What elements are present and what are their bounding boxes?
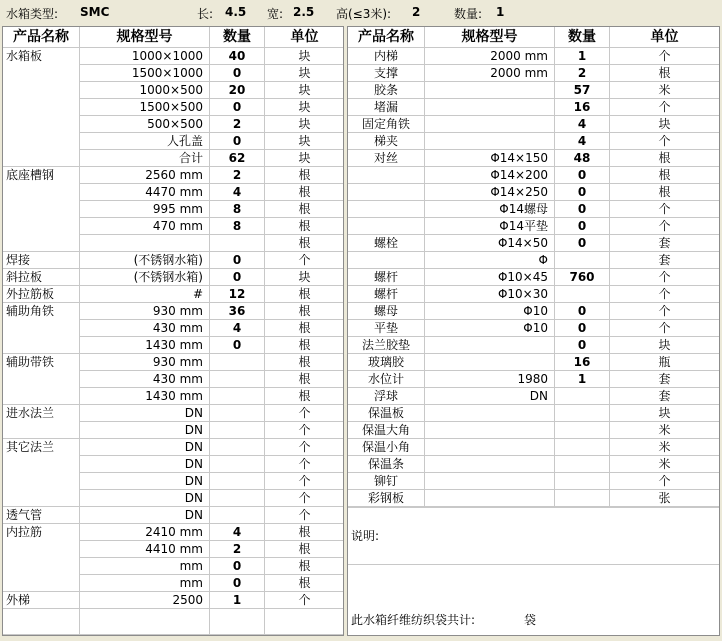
quantity-cell [555,490,610,507]
quantity-cell [210,422,265,439]
column-header: 产品名称 [348,27,425,48]
spec-cell: 2560 mm [80,167,210,184]
product-name-cell: 螺栓 [348,235,425,252]
unit-cell: 个 [265,473,344,490]
table-filler [555,507,610,508]
unit-cell: 块 [265,65,344,82]
quantity-cell: 36 [210,303,265,320]
column-header: 产品名称 [3,27,80,48]
unit-cell: 根 [265,575,344,592]
quantity-cell: 2 [210,541,265,558]
spec-cell: Φ14×50 [425,235,555,252]
unit-cell: 个 [610,286,720,303]
spec-cell: 930 mm [80,303,210,320]
product-name-cell: 其它法兰 [3,439,80,507]
product-name-cell [348,201,425,218]
spec-cell: 2000 mm [425,65,555,82]
quantity-cell: 0 [210,133,265,150]
spec-cell: DN [425,388,555,405]
quantity-cell: 0 [555,201,610,218]
quantity-cell: 0 [210,337,265,354]
unit-cell: 个 [265,507,344,524]
length-label: 长: [197,7,214,21]
spec-cell: 人孔盖 [80,133,210,150]
product-name-cell: 螺母 [348,303,425,320]
unit-cell: 块 [265,99,344,116]
unit-cell: 根 [265,541,344,558]
spec-cell [425,133,555,150]
spec-cell: (不锈钢水箱) [80,252,210,269]
unit-cell: 个 [265,439,344,456]
table-filler [348,507,425,508]
tank-type-label: 水箱类型: [6,7,59,21]
quantity-cell: 16 [555,354,610,371]
product-name-cell: 内梯 [348,48,425,65]
quantity-cell [210,371,265,388]
unit-cell: 根 [610,65,720,82]
unit-cell: 根 [265,337,344,354]
spec-cell [80,235,210,252]
spec-cell: Φ14×250 [425,184,555,201]
quantity-cell [210,507,265,524]
column-header: 数量 [210,27,265,48]
spec-cell: 430 mm [80,320,210,337]
spec-cell: (不锈钢水箱) [80,269,210,286]
spec-cell: 500×500 [80,116,210,133]
quantity-cell: 0 [555,184,610,201]
spec-cell: Φ14平垫 [425,218,555,235]
product-name-cell: 梯夹 [348,133,425,150]
unit-cell: 根 [610,167,720,184]
product-name-cell [348,167,425,184]
quantity-cell [210,354,265,371]
quantity-cell: 0 [555,167,610,184]
quantity-cell: 20 [210,82,265,99]
unit-cell: 根 [265,371,344,388]
remarks-label: 说明: [351,529,380,543]
quantity-cell [555,286,610,303]
product-name-cell: 进水法兰 [3,405,80,439]
spec-cell: 430 mm [80,371,210,388]
unit-cell: 块 [610,405,720,422]
spec-cell [425,99,555,116]
product-name-cell: 法兰胶垫 [348,337,425,354]
unit-cell: 个 [610,218,720,235]
product-name-cell: 辅助角铁 [3,303,80,354]
quantity-cell: 1 [555,48,610,65]
unit-cell: 个 [610,48,720,65]
unit-cell: 个 [610,133,720,150]
right-materials-table [347,26,720,636]
table-filler [210,609,265,635]
unit-cell: 根 [265,354,344,371]
spec-cell: 1430 mm [80,337,210,354]
spec-cell: 930 mm [80,354,210,371]
spec-cell: 4470 mm [80,184,210,201]
quantity-cell: 2 [555,65,610,82]
spec-cell: Φ10×45 [425,269,555,286]
product-name-cell: 外梯 [3,592,80,609]
spec-cell [425,354,555,371]
unit-cell: 块 [265,116,344,133]
unit-cell: 根 [265,303,344,320]
quantity-cell [210,473,265,490]
quantity-cell [555,422,610,439]
product-name-cell: 对丝 [348,150,425,167]
quantity-cell: 0 [210,558,265,575]
length-value: 4.5 [225,5,247,19]
spec-cell: # [80,286,210,303]
quantity-cell: 0 [210,269,265,286]
height-value: 2 [412,5,421,19]
spec-cell: Φ14螺母 [425,201,555,218]
quantity-value: 1 [496,5,505,19]
spec-cell [425,116,555,133]
unit-cell: 套 [610,252,720,269]
width-value: 2.5 [293,5,315,19]
quantity-cell: 0 [555,337,610,354]
notes-divider [348,564,720,565]
unit-cell: 根 [265,235,344,252]
quantity-cell: 0 [210,99,265,116]
quantity-cell [555,473,610,490]
spec-cell: mm [80,558,210,575]
column-header: 规格型号 [425,27,555,48]
product-name-cell: 保温小角 [348,439,425,456]
unit-cell: 米 [610,82,720,99]
unit-cell: 块 [610,337,720,354]
quantity-cell: 0 [210,575,265,592]
unit-cell: 个 [265,490,344,507]
column-header: 数量 [555,27,610,48]
unit-cell: 米 [610,422,720,439]
table-filler [3,609,80,635]
spec-cell: 2500 [80,592,210,609]
spec-cell: Φ10×30 [425,286,555,303]
spec-cell: Φ [425,252,555,269]
product-name-cell: 辅助带铁 [3,354,80,405]
product-name-cell: 螺杆 [348,269,425,286]
quantity-cell: 760 [555,269,610,286]
spec-cell: 1000×500 [80,82,210,99]
unit-cell: 根 [265,558,344,575]
unit-cell: 根 [265,201,344,218]
unit-cell: 根 [265,320,344,337]
quantity-cell: 0 [555,218,610,235]
spec-cell: 1500×500 [80,99,210,116]
unit-cell: 个 [265,592,344,609]
quantity-cell: 2 [210,116,265,133]
unit-cell: 个 [610,320,720,337]
bags-total-label: 此水箱纤维纺织袋共计: [351,613,476,627]
unit-cell: 米 [610,456,720,473]
quantity-cell: 62 [210,150,265,167]
left-materials-table [2,26,344,636]
tank-type-value: SMC [80,5,110,19]
spec-cell: DN [80,490,210,507]
quantity-cell [210,388,265,405]
product-name-cell: 胶条 [348,82,425,99]
quantity-cell: 0 [555,320,610,337]
spec-cell: mm [80,575,210,592]
product-name-cell: 彩钢板 [348,490,425,507]
unit-cell: 个 [610,473,720,490]
quantity-cell: 8 [210,201,265,218]
unit-cell: 个 [265,405,344,422]
product-name-cell: 玻璃胶 [348,354,425,371]
table-filler [610,507,720,508]
spec-cell: DN [80,405,210,422]
quantity-cell [555,456,610,473]
spec-cell: 2410 mm [80,524,210,541]
product-name-cell [348,218,425,235]
product-name-cell: 固定角铁 [348,116,425,133]
product-name-cell [348,184,425,201]
spec-cell: 4410 mm [80,541,210,558]
product-name-cell: 铆钉 [348,473,425,490]
quantity-cell: 0 [210,65,265,82]
unit-cell: 套 [610,371,720,388]
spec-cell: DN [80,422,210,439]
unit-cell: 张 [610,490,720,507]
spec-cell: DN [80,507,210,524]
product-name-cell: 底座槽钢 [3,167,80,252]
unit-cell: 块 [265,269,344,286]
unit-cell: 个 [265,252,344,269]
quantity-cell [210,235,265,252]
unit-cell: 套 [610,235,720,252]
spec-cell: 1500×1000 [80,65,210,82]
quantity-cell [555,439,610,456]
quantity-cell [210,490,265,507]
spec-cell [425,405,555,422]
quantity-cell: 4 [210,320,265,337]
quantity-cell: 4 [210,184,265,201]
product-name-cell: 透气管 [3,507,80,524]
unit-cell: 根 [265,388,344,405]
spec-cell: 1980 [425,371,555,388]
quantity-cell: 40 [210,48,265,65]
spec-cell [425,82,555,99]
quantity-cell: 0 [210,252,265,269]
unit-cell: 个 [610,303,720,320]
spec-cell: DN [80,473,210,490]
unit-cell: 块 [265,133,344,150]
spec-cell: 1000×1000 [80,48,210,65]
unit-cell: 个 [265,456,344,473]
quantity-cell: 57 [555,82,610,99]
spec-cell: 合计 [80,150,210,167]
quantity-cell: 12 [210,286,265,303]
quantity-cell [555,252,610,269]
unit-cell: 个 [610,99,720,116]
spec-cell [425,439,555,456]
quantity-cell: 1 [210,592,265,609]
unit-cell: 根 [610,184,720,201]
spec-cell [425,473,555,490]
product-name-cell: 平垫 [348,320,425,337]
quantity-cell [210,405,265,422]
product-name-cell: 保温条 [348,456,425,473]
quantity-cell: 8 [210,218,265,235]
product-name-cell: 支撑 [348,65,425,82]
unit-cell: 块 [265,150,344,167]
unit-cell: 个 [610,201,720,218]
quantity-cell: 4 [555,133,610,150]
spec-cell: 470 mm [80,218,210,235]
unit-cell: 根 [265,167,344,184]
spec-cell [425,337,555,354]
unit-cell: 瓶 [610,354,720,371]
spec-cell: Φ14×150 [425,150,555,167]
product-name-cell: 保温大角 [348,422,425,439]
spec-cell: Φ10 [425,303,555,320]
quantity-cell: 0 [555,235,610,252]
height-label: 高(≤3米): [336,7,392,21]
product-name-cell: 螺杆 [348,286,425,303]
product-name-cell: 焊接 [3,252,80,269]
column-header: 单位 [265,27,344,48]
unit-cell: 根 [610,150,720,167]
product-name-cell: 保温板 [348,405,425,422]
spec-cell [425,456,555,473]
product-name-cell: 水位计 [348,371,425,388]
unit-cell: 套 [610,388,720,405]
spec-cell: Φ10 [425,320,555,337]
unit-cell: 米 [610,439,720,456]
spec-cell: 2000 mm [425,48,555,65]
unit-cell: 根 [265,286,344,303]
unit-cell: 个 [265,422,344,439]
unit-cell: 根 [265,218,344,235]
product-name-cell: 外拉筋板 [3,286,80,303]
product-name-cell [348,252,425,269]
product-name-cell: 水箱板 [3,48,80,167]
product-name-cell: 内拉筋 [3,524,80,592]
bags-unit: 袋 [524,613,537,627]
unit-cell: 个 [610,269,720,286]
quantity-cell: 1 [555,371,610,388]
unit-cell: 根 [265,184,344,201]
width-label: 宽: [267,7,284,21]
unit-cell: 块 [610,116,720,133]
quantity-cell [555,388,610,405]
table-filler [80,609,210,635]
table-filler [265,609,344,635]
spec-cell: 995 mm [80,201,210,218]
quantity-cell: 16 [555,99,610,116]
quantity-label: 数量: [454,7,483,21]
spec-cell: 1430 mm [80,388,210,405]
order-header [0,0,722,26]
unit-cell: 块 [265,82,344,99]
column-header: 规格型号 [80,27,210,48]
column-header: 单位 [610,27,720,48]
spec-cell [425,490,555,507]
product-name-cell: 斜拉板 [3,269,80,286]
quantity-cell: 0 [555,303,610,320]
spec-cell [425,422,555,439]
quantity-cell [210,439,265,456]
quantity-cell [210,456,265,473]
unit-cell: 根 [265,524,344,541]
spec-cell: DN [80,439,210,456]
table-filler [425,507,555,508]
product-name-cell: 浮球 [348,388,425,405]
product-name-cell: 堵漏 [348,99,425,116]
quantity-cell [555,405,610,422]
quantity-cell: 48 [555,150,610,167]
quantity-cell: 4 [555,116,610,133]
spec-cell: DN [80,456,210,473]
quantity-cell: 4 [210,524,265,541]
quantity-cell: 2 [210,167,265,184]
spec-cell: Φ14×200 [425,167,555,184]
unit-cell: 块 [265,48,344,65]
